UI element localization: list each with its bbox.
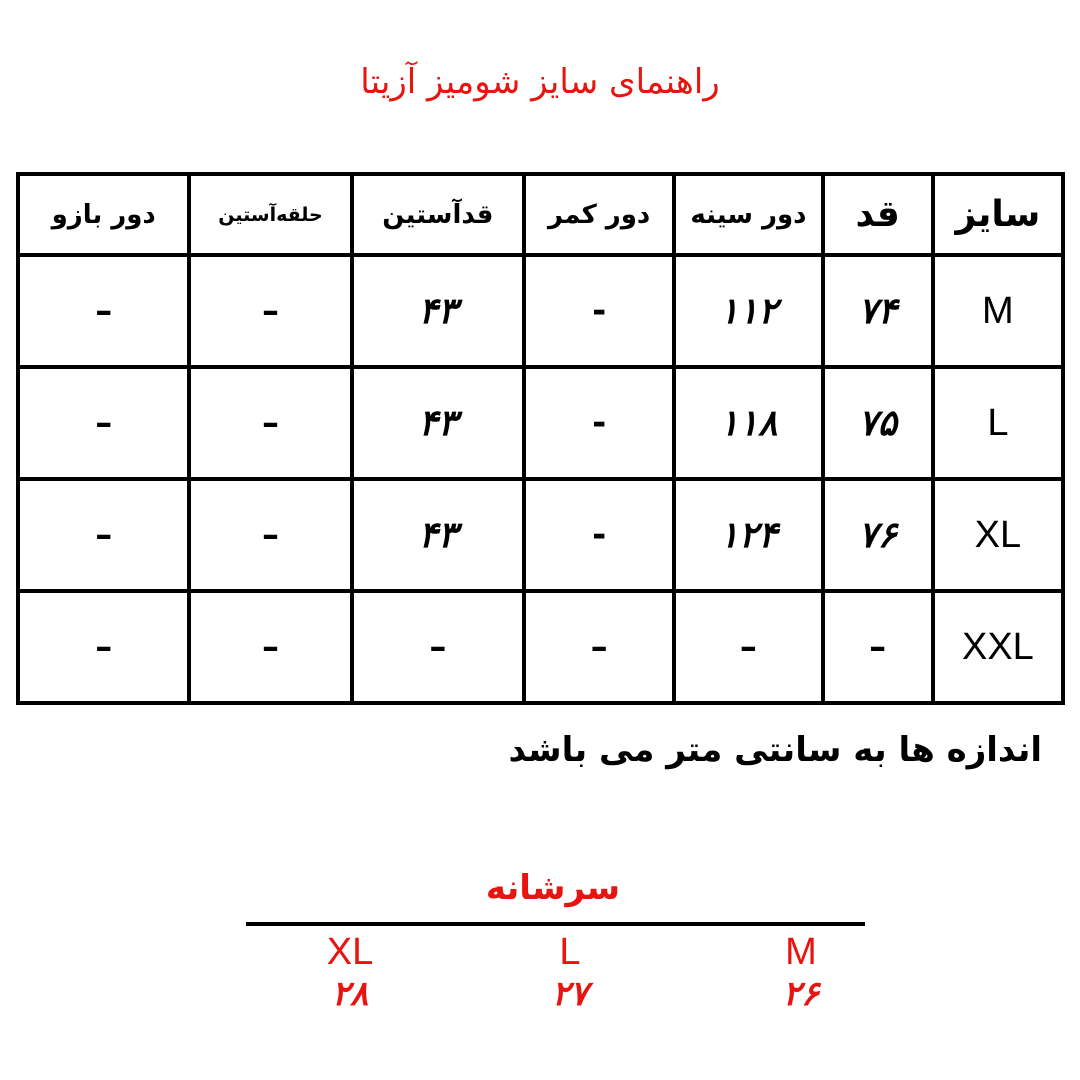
table-cell-length: ۷۴ [823, 255, 933, 367]
table-cell-sleeve-length: – [352, 591, 524, 703]
header-armhole: حلقه‌آستین [189, 174, 351, 255]
table-cell-sleeve-length: ۴۳ [352, 367, 524, 479]
table-cell-armhole: – [189, 591, 351, 703]
shoulder-value: ۲۸ [331, 974, 369, 1014]
shoulder-item-m [731, 930, 871, 1014]
shoulder-size-label: XL [326, 931, 374, 973]
table-cell-arm-circumference: – [18, 479, 189, 591]
table-cell-armhole: – [189, 367, 351, 479]
header-arm-circumference: دور بازو [18, 174, 189, 255]
shoulder-divider [246, 922, 865, 926]
table-cell-arm-circumference: – [18, 255, 189, 367]
shoulder-size-label: L [559, 931, 581, 973]
table-cell-size: XXL [933, 591, 1063, 703]
page-title: راهنمای سایز شومیز آزیتا [360, 62, 720, 102]
table-row [18, 591, 1063, 703]
table-cell-arm-circumference: – [18, 591, 189, 703]
table-cell-chest: – [674, 591, 822, 703]
header-size: سایز [933, 174, 1063, 255]
table-cell-length: ۷۶ [823, 479, 933, 591]
table-cell-waist: – [524, 591, 674, 703]
table-cell-arm-circumference: – [18, 367, 189, 479]
size-table [16, 172, 1065, 705]
header-sleeve-length: قدآستین [352, 174, 524, 255]
table-cell-chest: ۱۱۸ [674, 367, 822, 479]
shoulder-value: ۲۶ [782, 974, 820, 1014]
shoulder-title: سرشانه [485, 868, 621, 908]
header-chest: دور سینه [674, 174, 822, 255]
units-note: اندازه ها به سانتی متر می باشد [508, 730, 1042, 770]
table-cell-sleeve-length: ۴۳ [352, 255, 524, 367]
table-header-row [18, 174, 1063, 255]
table-cell-chest: ۱۱۲ [674, 255, 822, 367]
shoulder-item-xl [280, 930, 420, 1014]
table-cell-length: ۷۵ [823, 367, 933, 479]
table-cell-waist: - [524, 255, 674, 367]
header-length: قد [823, 174, 933, 255]
table-row [18, 367, 1063, 479]
table-cell-size: XL [933, 479, 1063, 591]
header-waist: دور کمر [524, 174, 674, 255]
shoulder-value: ۲۷ [551, 974, 589, 1014]
shoulder-item-l [500, 930, 640, 1014]
table-cell-size: M [933, 255, 1063, 367]
table-cell-sleeve-length: ۴۳ [352, 479, 524, 591]
table-cell-length: – [823, 591, 933, 703]
table-cell-waist: - [524, 367, 674, 479]
table-row [18, 479, 1063, 591]
table-row [18, 255, 1063, 367]
shoulder-size-label: M [785, 931, 817, 973]
table-cell-armhole: – [189, 479, 351, 591]
table-cell-waist: - [524, 479, 674, 591]
table-cell-armhole: – [189, 255, 351, 367]
table-cell-size: L [933, 367, 1063, 479]
table-cell-chest: ۱۲۴ [674, 479, 822, 591]
